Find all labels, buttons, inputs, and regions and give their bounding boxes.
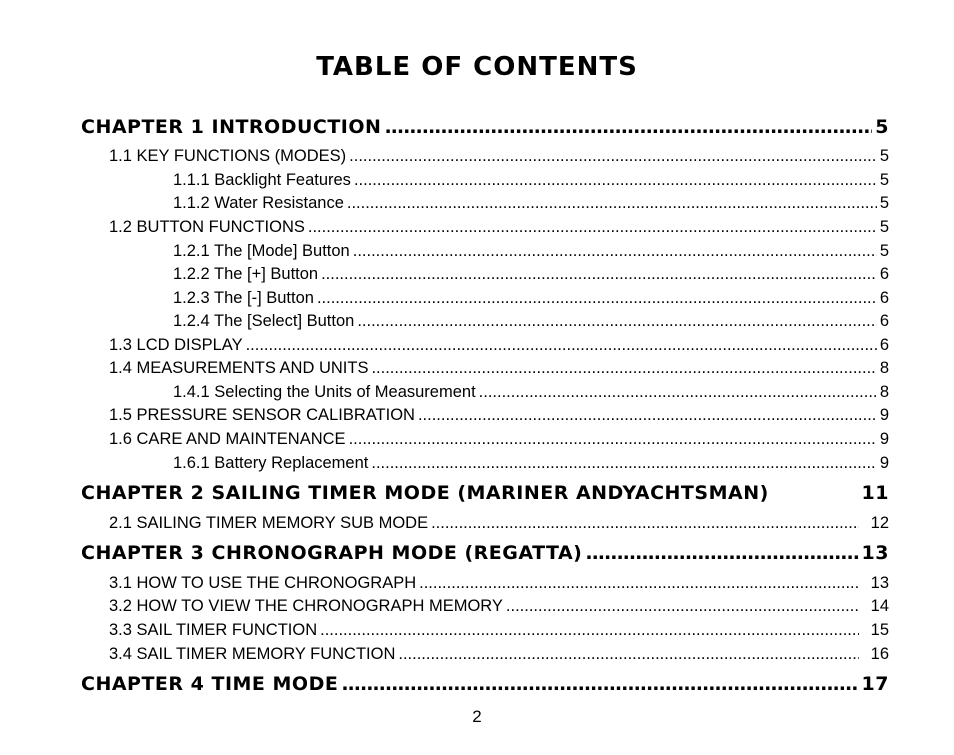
toc-page-number: 11 [861, 482, 889, 504]
page-number: 2 [472, 707, 482, 726]
toc-label: 3.4 SAIL TIMER MEMORY FUNCTION [109, 645, 396, 663]
toc-entry [109, 514, 889, 533]
toc-page-number: 5 [879, 194, 889, 212]
toc-entry [173, 194, 889, 213]
dot-leader [320, 621, 859, 640]
dot-leader [357, 312, 876, 331]
toc-page-number: 8 [879, 359, 889, 377]
toc-label: 1.2.3 The [-] Button [173, 289, 314, 307]
toc-label: 1.1.1 Backlight Features [173, 171, 351, 189]
toc-entry [173, 383, 889, 402]
toc-label: 1.5 PRESSURE SENSOR CALIBRATION [109, 406, 415, 424]
toc-label: CHAPTER 4 TIME MODE [81, 673, 339, 695]
toc-label: 3.3 SAIL TIMER FUNCTION [109, 621, 318, 639]
toc-page-number: 12 [870, 514, 889, 532]
toc-entry [173, 312, 889, 331]
toc-label: 1.6 CARE AND MAINTENANCE [109, 430, 346, 448]
dot-leader [317, 289, 877, 308]
dot-leader [308, 218, 877, 237]
toc-page-number: 5 [879, 147, 889, 165]
toc-page-number: 9 [879, 454, 889, 472]
toc-page-number: 6 [879, 336, 889, 354]
toc-page-number: 6 [879, 265, 889, 283]
dot-leader [419, 574, 859, 593]
toc-chapter-2 [81, 482, 889, 504]
toc-entry [173, 171, 889, 190]
toc-entry [109, 336, 889, 355]
toc-page-number: 9 [879, 406, 889, 424]
dot-leader [341, 673, 858, 695]
toc-label: 1.2.2 The [+] Button [173, 265, 319, 283]
toc-page-number: 17 [861, 673, 889, 695]
toc-label: 1.4 MEASUREMENTS AND UNITS [109, 359, 369, 377]
dot-leader [431, 514, 859, 533]
toc-label: CHAPTER 1 INTRODUCTION [81, 116, 382, 138]
dot-leader [384, 116, 872, 138]
toc-page-number: 13 [870, 574, 889, 592]
toc-label: 1.2.1 The [Mode] Button [173, 242, 350, 260]
dot-leader [321, 265, 877, 284]
dot-leader [506, 597, 859, 616]
toc-chapter-3 [81, 542, 889, 564]
toc-chapter-4 [81, 673, 889, 695]
toc-entry [173, 242, 889, 261]
toc-page-number: 9 [879, 430, 889, 448]
toc-label: 1.1.2 Water Resistance [173, 194, 344, 212]
toc-label: 1.2.4 The [Select] Button [173, 312, 355, 330]
toc-entry [109, 430, 889, 449]
toc-page-number: 5 [875, 116, 889, 138]
toc-page-number: 14 [870, 597, 889, 615]
dot-leader [353, 242, 877, 261]
dot-leader [349, 430, 877, 449]
toc-label: 3.1 HOW TO USE THE CHRONOGRAPH [109, 574, 417, 592]
toc-page-number: 15 [870, 621, 889, 639]
toc-entry [109, 597, 889, 616]
toc-page-number: 5 [879, 242, 889, 260]
toc-label: 1.2 BUTTON FUNCTIONS [109, 218, 305, 236]
dot-leader [479, 383, 877, 402]
toc-page-number: 6 [879, 312, 889, 330]
toc-label: CHAPTER 3 CHRONOGRAPH MODE (REGATTA) [81, 542, 583, 564]
toc-page-number: 5 [879, 171, 889, 189]
dot-leader [418, 406, 877, 425]
toc-label: CHAPTER 2 SAILING TIMER MODE (MARINER ANDYACHTSMAN) [81, 482, 769, 504]
toc-entry [173, 454, 889, 473]
toc-entry [109, 147, 889, 166]
dot-leader [354, 171, 877, 190]
toc-entry [173, 289, 889, 308]
toc-page-number: 6 [879, 289, 889, 307]
toc-label: 1.6.1 Battery Replacement [173, 454, 369, 472]
toc-entry [109, 621, 889, 640]
toc-label: 2.1 SAILING TIMER MEMORY SUB MODE [109, 514, 429, 532]
toc-label: 1.1 KEY FUNCTIONS (MODES) [109, 147, 347, 165]
toc-entry [109, 359, 889, 378]
dot-leader [349, 147, 877, 166]
toc-label: 1.3 LCD DISPLAY [109, 336, 243, 354]
dot-leader [246, 336, 877, 355]
toc-page-number: 13 [861, 542, 889, 564]
toc-chapter-1 [81, 116, 889, 138]
toc-page-number: 16 [870, 645, 889, 663]
toc-entry [109, 218, 889, 237]
toc-entry [173, 265, 889, 284]
dot-leader [398, 645, 859, 664]
dot-leader [585, 542, 858, 564]
dot-leader [347, 194, 877, 213]
toc-entry [109, 406, 889, 425]
toc-page-number: 5 [879, 218, 889, 236]
toc-label: 3.2 HOW TO VIEW THE CHRONOGRAPH MEMORY [109, 597, 503, 615]
toc-page-number: 8 [879, 383, 889, 401]
dot-leader [371, 454, 876, 473]
toc-entry [109, 574, 889, 593]
toc-label: 1.4.1 Selecting the Units of Measurement [173, 383, 476, 401]
dot-leader [371, 359, 876, 378]
toc-entry [109, 645, 889, 664]
toc-title: TABLE OF CONTENTS [316, 52, 638, 82]
